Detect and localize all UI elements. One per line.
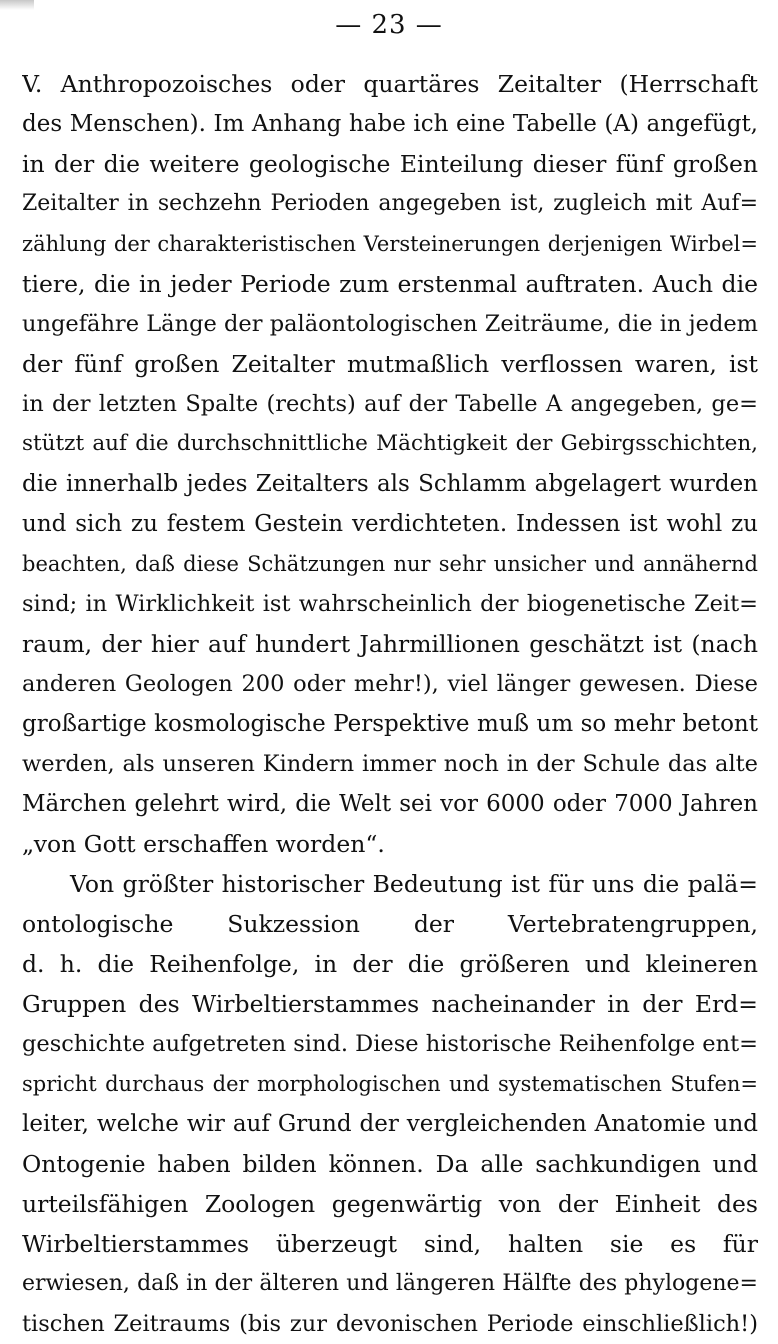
text-line: in der letzten Spalte (rechts) auf der Tabelle A angegeben, ge=: [22, 391, 758, 417]
text-line: anderen Geologen 200 oder mehr!), viel länger gewesen. Diese: [22, 671, 758, 697]
text-line: des Menschen). Im Anhang habe ich eine Tabelle (A) angefügt,: [22, 111, 758, 137]
text-line: raum, der hier auf hundert Jahrmillionen geschätzt ist (nach: [22, 630, 758, 658]
text-line: sind; in Wirklichkeit ist wahrscheinlich der biogenetische Zeit=: [22, 591, 758, 617]
text-line: zählung der charakteristischen Versteinerungen derjenigen Wirbel=: [22, 232, 758, 256]
text-line: Gruppen des Wirbeltierstammes nacheinander in der Erd=: [22, 990, 758, 1018]
text-line: Ontogenie haben bilden können. Da alle sachkundigen und: [22, 1150, 758, 1178]
text-line: ontologische Sukzession der Vertebratengruppen,: [22, 910, 758, 938]
page-body-text: [22, 64, 758, 1344]
text-line: tischen Zeitraums (bis zur devonischen Periode einschließlich!): [22, 1311, 758, 1337]
text-line: ungefähre Länge der paläontologischen Zeiträume, die in jedem: [22, 311, 758, 337]
text-line: werden, als unseren Kindern immer noch in der Schule das alte: [22, 751, 758, 777]
text-line: beachten, daß diese Schätzungen nur sehr unsicher und annähernd: [22, 552, 758, 576]
text-line: die innerhalb jedes Zeitalters als Schlamm abgelagert wurden: [22, 471, 758, 497]
text-line: in der die weitere geologische Einteilung dieser fünf großen: [22, 150, 758, 178]
page-number-header: — 23 —: [335, 10, 443, 40]
text-line: und sich zu festem Gestein verdichteten. Indessen ist wohl zu: [22, 511, 758, 537]
text-line: Wirbeltierstammes überzeugt sind, halten sie es für: [22, 1230, 758, 1258]
paragraph-end-line: „von Gott erschaffen worden“.: [22, 830, 385, 858]
text-line: stützt auf die durchschnittliche Mächtigkeit der Gebirgsschichten,: [22, 431, 758, 456]
text-line: der fünf großen Zeitalter mutmaßlich verflossen waren, ist: [22, 350, 758, 378]
text-line: Märchen gelehrt wird, die Welt sei vor 6000 oder 7000 Jahren: [22, 791, 758, 817]
text-line: tiere, die in jeder Periode zum erstenmal auftraten. Auch die: [22, 270, 758, 298]
text-line: Zeitalter in sechzehn Perioden angegeben ist, zugleich mit Auf=: [22, 191, 758, 216]
text-line: V. Anthropozoisches oder quartäres Zeitalter (Herrschaft: [22, 70, 758, 98]
text-line: großartige kosmologische Perspektive muß um so mehr betont: [22, 711, 758, 737]
text-line: urteilsfähigen Zoologen gegenwärtig von der Einheit des: [22, 1190, 758, 1218]
text-line: erwiesen, daß in der älteren und längeren Hälfte des phylogene=: [22, 1271, 758, 1296]
text-line: leiter, welche wir auf Grund der vergleichenden Anatomie und: [22, 1111, 758, 1137]
paragraph-start-line: Von größter historischer Bedeutung ist für uns die palä=: [70, 870, 758, 898]
text-line: d. h. die Reihenfolge, in der die größeren und kleineren: [22, 950, 758, 978]
text-line: spricht durchaus der morphologischen und systematischen Stufen=: [22, 1072, 758, 1096]
text-line: geschichte aufgetreten sind. Diese historische Reihenfolge ent=: [22, 1031, 758, 1057]
